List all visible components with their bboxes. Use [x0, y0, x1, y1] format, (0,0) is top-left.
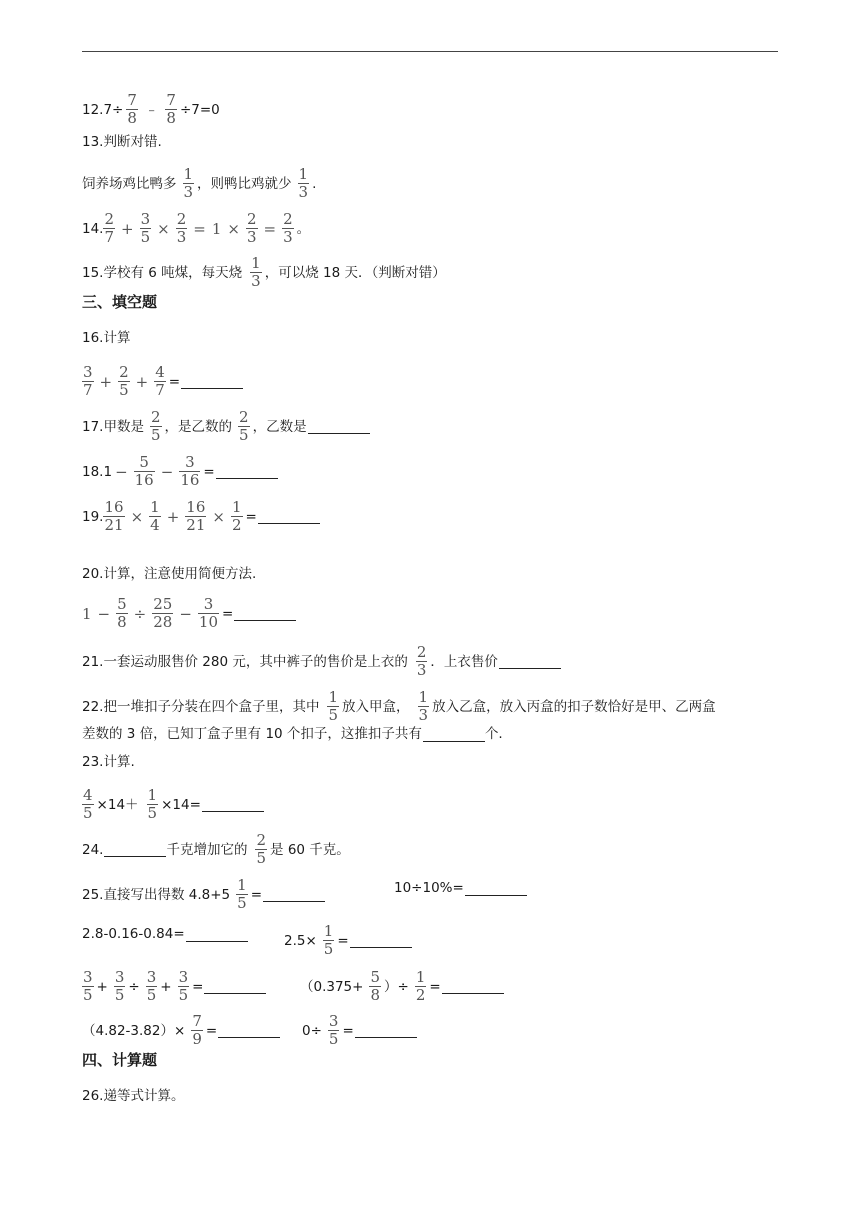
fraction: $\frac{2}{3}$: [246, 210, 257, 246]
fraction: $\frac{2}{3}$: [416, 643, 427, 679]
answer-blank: [308, 419, 370, 434]
answer-blank: [186, 927, 248, 942]
fraction: $\frac{1}{5}$: [147, 786, 158, 822]
answer-blank: [355, 1023, 417, 1038]
minus-sign: ﹣: [144, 101, 159, 118]
fraction: $\frac{3}{5}$: [140, 210, 151, 246]
question-22-cont: 差数的 3 倍，已知丁盒子里有 10 个扣子，这推扣子共有 个.: [82, 726, 503, 742]
fraction: $\frac{25}{28}$: [153, 595, 173, 631]
fraction: $\frac{2}{5}$: [150, 408, 161, 444]
answer-blank: [263, 887, 325, 902]
question-26-title: 26.递等式计算。: [82, 1088, 185, 1104]
question-25-b: 10÷10%=: [394, 878, 527, 898]
fraction: $\frac{2}{5}$: [119, 363, 129, 399]
answer-blank: [465, 881, 527, 896]
answer-blank: [258, 509, 320, 524]
question-13: 饲养场鸡比鸭多 $\frac{1}{3}$ ，则鸭比鸡就少 $\frac{1}{3}$ .: [82, 165, 317, 201]
fraction: $\frac{5}{8}$: [370, 968, 381, 1004]
question-24: 24. 千克增加它的 $\frac{2}{5}$ 是 60 千克。: [82, 831, 350, 867]
fraction: $\frac{1}{3}$: [298, 165, 309, 201]
fraction: $\frac{2}{3}$: [283, 210, 293, 246]
question-25-f: （0.375+ $\frac{5}{8}$ ）÷ $\frac{1}{2}$ =: [300, 970, 504, 1003]
fraction: $\frac{1}{3}$: [251, 254, 261, 290]
question-23-title: 23.计算.: [82, 754, 135, 770]
fraction: $\frac{4}{5}$: [83, 786, 93, 822]
fraction: $\frac{1}{5}$: [237, 876, 247, 912]
answer-blank: [204, 979, 266, 994]
question-17: 17.甲数是 $\frac{2}{5}$ ，是乙数的 $\frac{2}{5}$ ，乙数是: [82, 410, 370, 443]
question-15: 15.学校有 6 吨煤，每天烧 $\frac{1}{3}$ ，可以烧 18 天．（判断对错）: [82, 254, 446, 290]
fraction: $\frac{7}{8}$: [127, 91, 137, 127]
fraction: $\frac{1}{2}$: [415, 968, 426, 1004]
fraction: $\frac{1}{3}$: [183, 165, 194, 201]
q12-text: 12.7÷: [82, 101, 124, 118]
answer-blank: [218, 1023, 280, 1038]
fraction: $\frac{2}{3}$: [176, 210, 187, 246]
fraction: $\frac{2}{5}$: [256, 831, 267, 867]
fraction: $\frac{1}{4}$: [150, 498, 160, 534]
question-16: $\frac{3}{7}$ + $\frac{2}{5}$ + $\frac{4}{7}$ =: [82, 365, 243, 398]
question-25-g: （4.82-3.82）× $\frac{7}{9}$ =: [82, 1014, 280, 1047]
fraction: $\frac{3}{7}$: [83, 363, 93, 399]
header-rule: [82, 51, 778, 52]
answer-blank: [423, 727, 485, 742]
question-25-c: 2.8-0.16-0.84=: [82, 924, 248, 944]
question-22: 22.把一堆扣子分装在四个盒子里，其中 $\frac{1}{5}$ 放入甲盒， $\frac{1}{3}$ 放入乙盒，放入丙盒的扣子数恰好是甲、乙两盒: [82, 688, 716, 724]
q12-tail: ÷7=0: [179, 101, 220, 118]
question-14: 14. $\frac{2}{7}$ + $\frac{3}{5}$ × $\frac{2}{3}$ = 1 × $\frac{2}{3}$ = $\frac{2}{3}$ 。: [82, 210, 311, 246]
fraction: $\frac{3}{5}$: [114, 968, 125, 1004]
fraction: $\frac{1}{5}$: [323, 922, 334, 958]
section-heading-3: 三、填空题: [82, 293, 158, 311]
question-16-title: 16.计算: [82, 330, 131, 346]
question-13-title: 13.判断对错.: [82, 134, 162, 150]
answer-blank: [181, 374, 243, 389]
fraction: $\frac{7}{9}$: [192, 1012, 202, 1048]
fraction: $\frac{1}{2}$: [231, 498, 242, 534]
question-25-e: $\frac{3}{5}$ + $\frac{3}{5}$ ÷ $\frac{3}{5}$ + $\frac{3}{5}$ =: [82, 970, 266, 1003]
fraction: $\frac{2}{7}$: [104, 210, 115, 246]
fraction: $\frac{3}{5}$: [83, 968, 93, 1004]
answer-blank: [350, 933, 412, 948]
answer-blank: [234, 606, 296, 621]
question-20: 1 − $\frac{5}{8}$ ÷ $\frac{25}{28}$ − $\frac{3}{10}$ =: [82, 597, 296, 630]
fraction: $\frac{7}{8}$: [166, 91, 176, 127]
question-12: [82, 93, 220, 126]
fraction: $\frac{3}{5}$: [328, 1012, 339, 1048]
fraction: $\frac{5}{16}$: [134, 453, 154, 489]
answer-blank: [216, 464, 278, 479]
question-20-title: 20.计算，注意使用简便方法.: [82, 566, 257, 582]
fraction: $\frac{3}{16}$: [180, 453, 200, 489]
fraction: $\frac{3}{5}$: [178, 968, 189, 1004]
fraction: $\frac{16}{21}$: [104, 498, 124, 534]
fraction: $\frac{5}{8}$: [117, 595, 127, 631]
answer-blank: [442, 979, 504, 994]
fraction: $\frac{3}{10}$: [198, 595, 219, 631]
question-23: $\frac{4}{5}$ ×14＋ $\frac{1}{5}$ ×14=: [82, 788, 264, 821]
fraction: $\frac{2}{5}$: [239, 408, 249, 444]
question-18: 18.1 − $\frac{5}{16}$ − $\frac{3}{16}$ =: [82, 455, 278, 488]
question-19: 19. $\frac{16}{21}$ × $\frac{1}{4}$ + $\frac{16}{21}$ × $\frac{1}{2}$ =: [82, 500, 320, 533]
fraction: $\frac{16}{21}$: [186, 498, 206, 534]
fraction: $\frac{3}{5}$: [146, 968, 157, 1004]
fraction: $\frac{1}{5}$: [328, 688, 339, 724]
question-25-h: 0÷ $\frac{3}{5}$ =: [302, 1014, 417, 1047]
question-25-row-1: 25.直接写出得数 4.8+5 $\frac{1}{5}$ =: [82, 878, 325, 911]
answer-blank: [202, 797, 264, 812]
question-21: 21.一套运动服售价 280 元，其中裤子的售价是上衣的 $\frac{2}{3}$ ．上衣售价: [82, 645, 561, 678]
fraction: $\frac{4}{7}$: [155, 363, 165, 399]
fraction: $\frac{1}{3}$: [418, 688, 429, 724]
section-heading-4: 四、计算题: [82, 1051, 158, 1069]
answer-blank: [499, 654, 561, 669]
question-25-d: 2.5× $\frac{1}{5}$ =: [284, 924, 412, 957]
answer-blank: [104, 842, 166, 857]
